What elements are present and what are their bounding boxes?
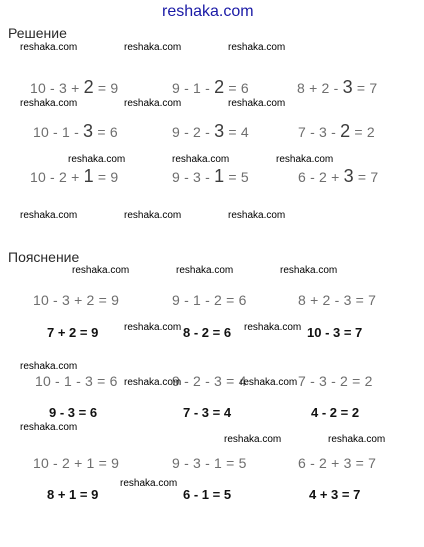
- explanation-equation: 10 - 1 - 3 = 6: [35, 373, 118, 389]
- explanation-step: 9 - 3 = 6: [49, 405, 98, 420]
- watermark: reshaka.com: [244, 322, 302, 333]
- watermark: reshaka.com: [72, 265, 130, 276]
- solution-heading: Решение: [8, 25, 67, 41]
- explanation-step: 6 - 1 = 5: [183, 487, 232, 502]
- solution-equation: 10 - 2 + 1 = 9: [30, 166, 119, 186]
- explanation-step: 4 + 3 = 7: [309, 487, 361, 502]
- watermark: reshaka.com: [120, 478, 178, 489]
- explanation-equation: 10 - 3 + 2 = 9: [33, 292, 120, 308]
- site-header-link[interactable]: reshaka.com: [162, 3, 254, 20]
- solution-equation: 9 - 1 - 2 = 6: [172, 77, 249, 97]
- watermark: reshaka.com: [20, 422, 78, 433]
- answer-digit: 3: [83, 121, 94, 141]
- watermark: reshaka.com: [172, 154, 230, 165]
- answer-digit: 2: [83, 77, 94, 97]
- answer-digit: 3: [343, 166, 354, 186]
- explanation-heading: Пояснение: [8, 249, 80, 265]
- watermark: reshaka.com: [176, 265, 234, 276]
- watermark: reshaka.com: [20, 98, 78, 109]
- watermark: reshaka.com: [280, 265, 338, 276]
- explanation-equation: 9 - 1 - 2 = 6: [172, 292, 247, 308]
- watermark: reshaka.com: [228, 98, 286, 109]
- watermark: reshaka.com: [124, 210, 182, 221]
- solution-equation: 8 + 2 - 3 = 7: [297, 77, 378, 97]
- answer-digit: 1: [83, 166, 94, 186]
- watermark: reshaka.com: [124, 377, 182, 388]
- explanation-step: 8 - 2 = 6: [183, 325, 232, 340]
- answer-digit: 3: [342, 77, 353, 97]
- watermark: reshaka.com: [240, 377, 298, 388]
- solution-equation: 9 - 3 - 1 = 5: [172, 166, 249, 186]
- answer-digit: 2: [214, 77, 225, 97]
- watermark: reshaka.com: [328, 434, 386, 445]
- explanation-equation: 7 - 3 - 2 = 2: [298, 373, 373, 389]
- solution-equation: 7 - 3 - 2 = 2: [298, 121, 375, 141]
- solution-equation: 10 - 3 + 2 = 9: [30, 77, 119, 97]
- watermark: reshaka.com: [20, 42, 78, 53]
- watermark: reshaka.com: [124, 98, 182, 109]
- watermark: reshaka.com: [124, 42, 182, 53]
- watermark: reshaka.com: [228, 210, 286, 221]
- solution-equation: 9 - 2 - 3 = 4: [172, 121, 249, 141]
- watermark: reshaka.com: [20, 210, 78, 221]
- explanation-equation: 8 + 2 - 3 = 7: [298, 292, 377, 308]
- explanation-step: 7 + 2 = 9: [47, 325, 99, 340]
- watermark: reshaka.com: [68, 154, 126, 165]
- watermark: reshaka.com: [20, 361, 78, 372]
- solution-equation: 6 - 2 + 3 = 7: [298, 166, 379, 186]
- answer-digit: 1: [214, 166, 225, 186]
- explanation-step: 8 + 1 = 9: [47, 487, 99, 502]
- explanation-step: 4 - 2 = 2: [311, 405, 360, 420]
- watermark: reshaka.com: [276, 154, 334, 165]
- explanation-step: 7 - 3 = 4: [183, 405, 232, 420]
- answer-digit: 2: [340, 121, 351, 141]
- explanation-equation: 10 - 2 + 1 = 9: [33, 455, 120, 471]
- explanation-equation: 6 - 2 + 3 = 7: [298, 455, 377, 471]
- explanation-equation: 9 - 3 - 1 = 5: [172, 455, 247, 471]
- explanation-equation: 9 - 2 - 3 = 4: [172, 373, 247, 389]
- answer-digit: 3: [214, 121, 225, 141]
- explanation-step: 10 - 3 = 7: [307, 325, 363, 340]
- solution-equation: 10 - 1 - 3 = 6: [33, 121, 118, 141]
- watermark: reshaka.com: [124, 322, 182, 333]
- watermark: reshaka.com: [228, 42, 286, 53]
- watermark: reshaka.com: [224, 434, 282, 445]
